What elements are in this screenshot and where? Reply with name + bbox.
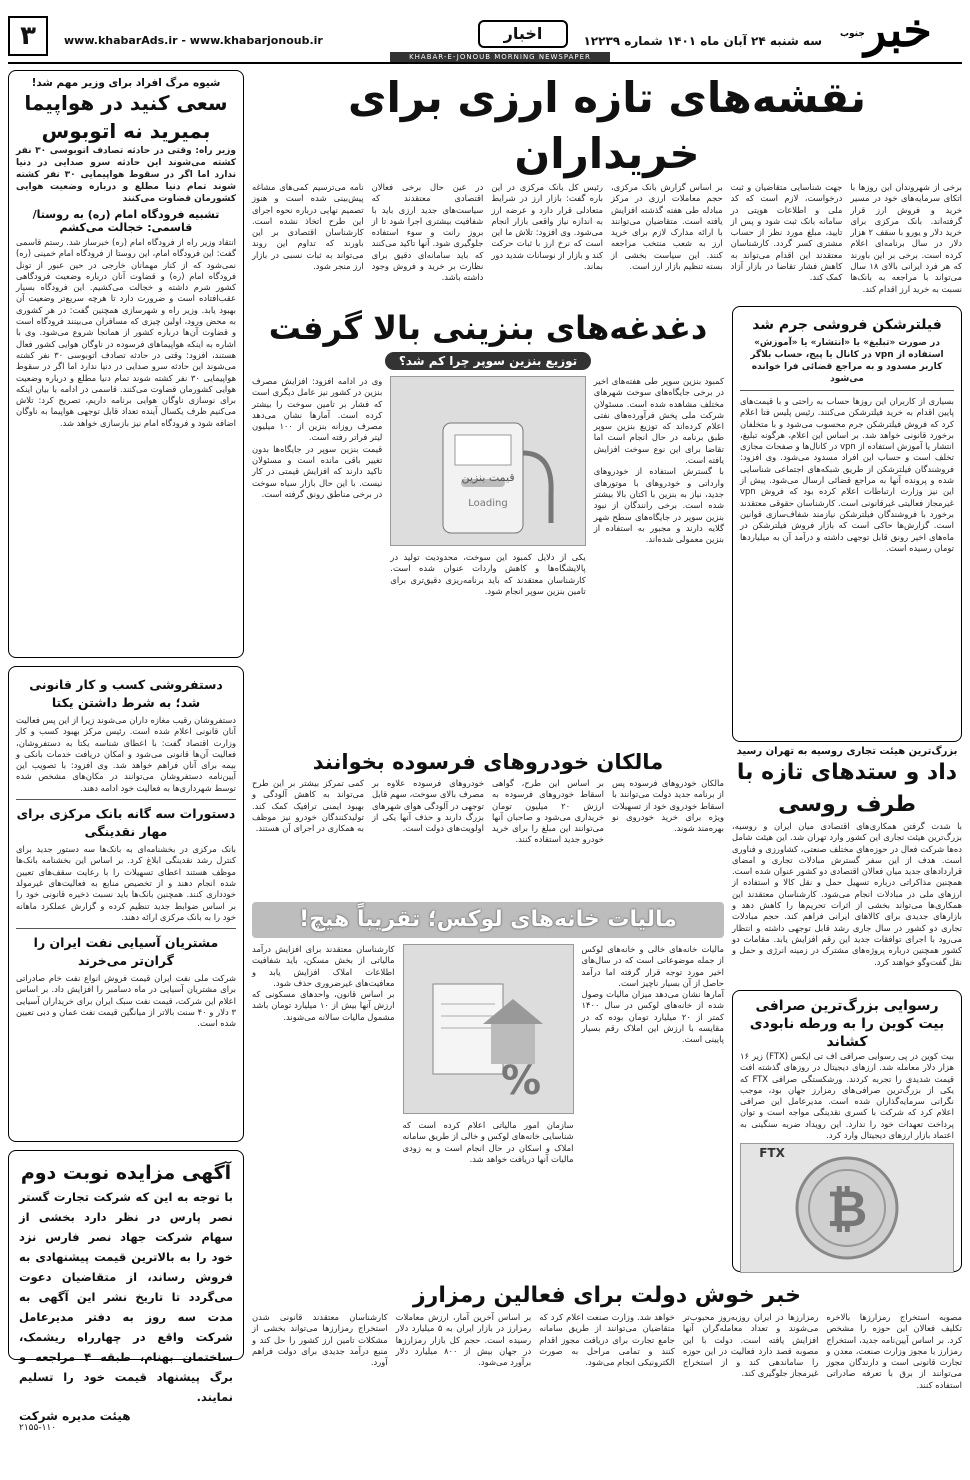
- story-fuel: [252, 306, 724, 742]
- russia-headline: داد و ستدهای تازه با طرف روسی: [736, 760, 958, 817]
- filter-headline: فیلترشکن فروشی جرم شد: [752, 317, 942, 333]
- bitcoin-image-label: FTX: [759, 1146, 785, 1160]
- lead-column: رئیس کل بانک مرکزی در این باره گفت: بازار ارز در شرایط متعادلی قرار دارد و عرضه ارز به اندازه نیاز واقعی بازار انجام می‌شود. وی افزود: تلاش ما این است که نرخ ارز با ثبات حرکت کند و بازار از نوسانات شدید دور بماند.: [491, 182, 603, 272]
- lead-column: در عین حال برخی فعالان اقتصادی معتقدند که سیاست‌های جدید ارزی باید با شفافیت بیشتری اجرا شود تا از بروز رانت و سوء استفاده جلوگیری شود. آنها تاکید می‌کنند که باید سامانه‌ای دقیق برای نظارت بر خرید و فروش وجود داشته باشد.: [371, 182, 484, 283]
- middle-section: [252, 746, 962, 1274]
- cars-column: خودروهای فرسوده علاوه بر مصرف بالای سوخت، سهم قابل توجهی در آلودگی هوای شهرهای بزرگ دارند و حذف آنها یکی از اولویت‌های دولت است.: [372, 778, 484, 834]
- issue-dateline: سه شنبه ۲۴ آبان ماه ۱۴۰۱ شماره ۱۲۲۳۹: [583, 34, 822, 48]
- ad-headline: آگهی مزایده نوبت دوم: [20, 1162, 232, 1184]
- tax-paragraph: کارشناسان معتقدند برای افزایش درآمد مالیاتی از بخش مسکن، باید شفافیت اطلاعات املاک افزایش یابد و معافیت‌های غیرضروری حذف شود.: [252, 944, 395, 988]
- house-percent-icon: [413, 954, 563, 1104]
- filter-body: بسیاری از کاربران این روزها حساب به راحتی و با قیمت‌های پایین اقدام به خرید فیلترشکن می‌کنند. رئیس پلیس فتا اعلام کرد که فروش فیلترشکن جرم محسوب می‌شود و با متخلفان برخورد قانونی خواهد شد. بر اساس این اعلام، هرگونه تبلیغ، انتشار یا آموزش استفاده از vpn در کانال‌ها و صفحات مجازی تخلف است و حساب این افراد مسدود می‌شود. وی افزود: فروشندگان فیلترشکن از طریق شبکه‌های اجتماعی شناسایی شده و پرونده آنها به مراجع قضائی ارسال می‌شود. پیش از این نیز وزارت ارتباطات اعلام کرده بود که فروش vpn غیرمجاز فعالیتی غیرقانونی است. کارشناسان حقوقی معتقدند برخورد با فروشندگان فیلترشکن نیازمند شفاف‌سازی قوانین است. گزارش‌ها حاکی است که بازار فروش فیلترشکن در ماه‌های اخیر رونق قابل توجهی داشته و درآمد آن به میلیاردها تومان رسیده است.: [740, 396, 954, 553]
- website-links[interactable]: www.khabarAds.ir - www.khabarjonoub.ir: [64, 34, 323, 47]
- lead-column: برخی از شهروندان این روزها با اتکای سرمایه‌های خود در مسیر خرید و فروش ارز قرار گرفته‌اند. بانک مرکزی برای خرید دلار و یورو با سقف ۲ هزار دلار در سال برنامه‌ای اعلام کرده است. برخی بر این باورند که هر فرد ایرانی بالای ۱۸ سال می‌تواند با مراجعه به بانک‌ها نسبت به خرید ارز اقدام کند.: [850, 182, 962, 294]
- tax-headline: مالیات خانه‌های لوکس؛ تقریباً هیچ!: [252, 902, 724, 938]
- fuel-paragraph: وی در ادامه افزود: افزایش مصرف بنزین در کشور نیز عامل دیگری است که فشار بر تامین سوخت را بیشتر کرده است. آمارها نشان می‌دهد مصرف روزانه بنزین از ۱۰۰ میلیون لیتر فراتر رفته است.: [252, 376, 383, 443]
- tax-illustration: [403, 944, 574, 1114]
- story-lead: وزیر راه: وقتی در حادثه تصادف اتوبوسی ۳۰ نفر کشته می‌شوند این حادثه سرو صدایی در دنیا ندارد اما اگر در سقوط هواپیمایی ۳۰ نفر کشته شوند تمام دنیا مطلع و درباره وضعیت هوایی کشورمان قضاوت می‌کنند: [16, 146, 236, 204]
- fuel-image-caption: قیمت بنزین: [461, 471, 515, 484]
- fuel-tagline: توزیع بنزین سوپر چرا کم شد؟: [385, 352, 591, 370]
- cars-headline: مالکان خودروهای فرسوده بخوانند: [312, 750, 664, 774]
- story-old-cars: [252, 746, 724, 896]
- divider: [16, 928, 236, 929]
- svg-text:%: %: [500, 1058, 542, 1104]
- crypto-column: مصوبه استخراج رمزارزها بالاخره تکلیف فعالان این حوزه را مشخص کرد. بر اساس آیین‌نامه جدید، استخراج رمزارز با مجوز وزارت صنعت، معدن و تجارت قانونی است و دارندگان مجوز می‌توانند از برق با تعرفه صادراتی استفاده کنند.: [826, 1312, 962, 1390]
- fuel-image-label: Loading: [468, 498, 508, 509]
- fuel-headline: دغدغه‌های بنزینی بالا گرفت: [268, 309, 708, 347]
- story-subhead: تشبیه فرودگاه امام (ره) به روستا/ قاسمی: خجالت می‌کشم: [32, 208, 220, 234]
- oil-headline: مشتریان آسیایی نفت ایران را گران‌تر می‌خرند: [33, 935, 219, 969]
- newspaper-logo: [834, 4, 962, 56]
- tax-column: [252, 944, 395, 1270]
- page-number: ۳: [8, 16, 48, 56]
- central-bank-headline: دستورات سه گانه بانک مرکزی برای مهار نقدینگی: [16, 806, 236, 840]
- filter-subhead: در صورت «تبلیغ» یا «انتشار» یا «آموزش» استفاده از vpn در کانال یا پیج، حساب بلاگر کاربر مسدود و به مراجع قضائی فرا خوانده می‌شود: [750, 338, 944, 384]
- street-vendors-headline: دستفروشی کسب و کار قانونی شد؛ به شرط داشتن یکتا: [29, 677, 223, 710]
- crypto-column: رمزارزها در ایران روزبه‌روز محبوب‌تر می‌شوند و تعداد معامله‌گران آنها افزایش یافته است. دولت با این مصوبه قصد دارد فعالیت در این حوزه را ساماندهی کند و از استخراج غیرمجاز جلوگیری کند.: [682, 1312, 819, 1379]
- divider: [740, 390, 954, 391]
- central-bank-body: بانک مرکزی در بخشنامه‌ای به بانک‌ها سه دستور جدید برای کنترل رشد نقدینگی ابلاغ کرد. بر اساس این بخشنامه بانک‌ها موظف هستند اعطای تسهیلات را با رعایت سقف‌های تعیین شده انجام دهند و از تخصیص منابع به فعالیت‌های غیرمولد خودداری کنند. همچنین بانک‌ها باید نسبت ذخیره قانونی خود را بر اساس ضوابط جدید تنظیم کرده و گزارش عملکرد ماهانه خود را به بانک مرکزی ارائه دهند.: [16, 844, 236, 922]
- story-kicker: شیوه مرگ افراد برای وزیر مهم شد!: [31, 77, 221, 89]
- masthead-divider: [8, 62, 962, 64]
- fuel-paragraph: قیمت بنزین سوپر در جایگاه‌ها بدون تغییر باقی مانده است و مسئولان تاکید دارند که افزایش قیمتی در کار نیست. با این حال بازار سیاه سوخت در برخی مناطق رونق گرفته است.: [252, 443, 383, 499]
- russia-kicker: بزرگ‌ترین هیئت تجاری روسیه به تهران رسید: [736, 746, 958, 757]
- svg-text:₿: ₿: [826, 1180, 868, 1238]
- tax-paragraph: آمارها نشان می‌دهد میزان مالیات وصول شده از خانه‌های لوکس در سال ۱۴۰۰ کمتر از ۲۰ میلیارد تومان بوده که در مقایسه با ارزش این املاک رقم بسیار پایینی است.: [581, 989, 724, 1045]
- crypto-column: خواهد شد. وزارت صنعت اعلام کرد که متقاضیان می‌توانند از طریق سامانه جامع تجارت برای دریافت مجوز اقدام کنند و تمامی مراحل به صورت الکترونیکی انجام می‌شود.: [539, 1312, 675, 1368]
- lead-headline: نقشه‌های تازه ارزی برای خریداران: [347, 73, 866, 178]
- lead-column: بر اساس گزارش بانک مرکزی، حجم معاملات ارزی در مرکز مبادله طی هفته گذشته افزایش یافته است. متقاضیان می‌توانند با ارائه مدارک لازم برای خرید ارز به شعب منتخب مراجعه کنند. این سیاست بخشی از بسته تنظیم بازار ارز است.: [610, 182, 723, 272]
- bitcoin-coin-icon: [782, 1148, 912, 1268]
- cars-column: مالکان خودروهای فرسوده پس از برنامه جدید دولت می‌توانند با اسقاط خودروی خود از تسهیلات ویژه برای خرید خودروی نو بهره‌مند شوند.: [612, 778, 724, 834]
- logo-text: خبر: [864, 3, 932, 57]
- fuel-column: یکی از دلایل کمبود این سوخت، محدودیت تولید در پالایشگاه‌ها و کاهش واردات عنوان شده است. کارشناسان معتقدند که باید برنامه‌ریزی دقیق‌تری برای تامین بنزین سوپر انجام شود.: [390, 552, 586, 596]
- tax-column: [582, 944, 725, 1270]
- story-body: انتقاد وزیر راه از فرودگاه امام (ره) خبرساز شد. رستم قاسمی گفت: این فرودگاه امام، این روستا از فرودگاه امام خمینی (ره) نمی‌شود که از کنار مهمانان خارجی در حین عبور از تونل فرودگاه امام (ره) و قضاوت آنان درباره وضعیت فرودگاهی کشور شرم داشته و خجالت می‌کشیم. این فرودگاه بسیار عقب‌افتاده است و ضرورت دارد تا هرچه سریع‌تر وضعیت آن بهبود یابد. وزیر راه و شهرسازی همچنین گفت: در هر کشوری به محض ورود، اولین چیزی که مسافران می‌بینند فرودگاه است و قضاوت آن‌ها درباره کشور از همانجا شروع می‌شود. وی با اشاره به اینکه هواپیماهای فرسوده در ناوگان هوایی کشور فعال هستند، افزود: وقتی در حادثه تصادف اتوبوسی ۳۰ نفر کشته می‌شوند این حادثه سرو صدایی در دنیا ندارد اما اگر در سقوط هواپیمایی ۳۰ نفر کشته شوند تمام دنیا مطلع و درباره وضعیت هوایی کشورمان قضاوت می‌کنند. قاسمی در ادامه با بیان اینکه برای نوسازی ناوگان هوایی برنامه داریم، تصریح کرد: تلاش می‌کنیم ظرف یکسال آینده تعداد قابل توجهی هواپیما به ناوگان اضافه شود و فرودگاه امام نیز بازسازی خواهد شد.: [16, 237, 236, 428]
- story-vpn-filter: [732, 306, 962, 742]
- fuel-pump-image: [390, 376, 585, 546]
- story-minister-airport: [8, 70, 244, 658]
- lead-column: نامه می‌ترسیم کمی‌های مشاغه پیش‌بینی شده است و هنوز تصمیم نهایی درباره نحوه اجرای این طرح اتخاذ نشده است. کارشناسان اقتصادی بر این باورند که تداوم این روند می‌تواند به ثبات نسبی در بازار ارز منجر شود.: [251, 182, 364, 272]
- bitcoin-image: [740, 1143, 954, 1273]
- crypto-column: کارشناسان معتقدند قانونی شدن استخراج رمزارزها می‌تواند بخشی از مشکلات تامین ارز کشور را حل کند و منبع درآمد جدیدی برای دولت فراهم آورد.: [252, 1312, 388, 1368]
- ad-body: با توجه به این که شرکت تجارت گستر نصر پارس در نظر دارد بخشی از سهام شرکت جهاد نصر فارس نزد خود را به بالاترین قیمت پیشنهادی به فروش رساند، از متقاضیان دعوت می‌گردد تا تاریخ نشر این آگهی به مدت سه روز به دفتر مدیرعامل شرکت واقع در چهارراه ریشمک، ساختمان بهنام، طبقه ۴ مراجعه و برگ پیشنهاد قیمت خود را تسلیم نمایند.: [19, 1190, 233, 1404]
- crypto-column: بر اساس آخرین آمار، ارزش معاملات رمزارز در بازار ایران به ۵ میلیارد دلار رسیده است. حجم کل بازار رمزارزها در جهان بیش از ۸۰۰ میلیارد دلار برآورد می‌شود.: [395, 1312, 532, 1368]
- ad-code: ۲۱۵۵-۱۱۰: [19, 1423, 57, 1433]
- cars-column: بر اساس این طرح، گواهی اسقاط خودروهای فرسوده به ارزش ۲۰ میلیون تومان خریداری می‌شود و صاحبان آنها می‌توانند این مبلغ را برای خرید خودرو جدید استفاده کنند.: [492, 778, 604, 845]
- fuel-paragraph: با گسترش استفاده از خودروهای وارداتی و خودروهای با موتورهای جدید، نیاز به بنزین با اکتان بالا بیشتر شده است. برخی رانندگان از نبود بنزین سوپر در جایگاه‌های سطح شهر گلایه دارند و مجبور به استفاده از بنزین معمولی شده‌اند.: [593, 466, 724, 545]
- cars-column: کمی تمرکز بیشتر بر این طرح می‌تواند به کاهش آلودگی و بهبود ایمنی ترافیک کمک کند. تولیدکنندگان خودرو نیز موظف به همکاری در اجرای آن هستند.: [252, 778, 364, 834]
- story-crypto: [252, 1280, 962, 1480]
- bitcoin-body: بیت کوین در پی رسوایی صرافی اف تی ایکس (FTX) زیر ۱۶ هزار دلار معامله شد. ارزهای دیجیتال در روزهای گذشته افت قیمت شدیدی را تجربه کردند. ورشکستگی صرافی FTX که یکی از بزرگ‌ترین صرافی‌های رمزارز جهان بود، موجب نگرانی سرمایه‌گذاران شده است. مدیرعامل این صرافی اعلام کرد که شرکت با کسری نقدینگی مواجه است و توان پرداخت تعهدات خود را ندارد. این رویداد ضربه سنگینی به اعتماد بازار ارزهای دیجیتال وارد کرد.: [740, 1051, 954, 1141]
- street-vendors-body: دستفروشان رقیب مغازه داران می‌شوند زیرا از این پس فعالیت آنان قانونی اعلام شده است. رئیس مرکز بهبود کسب و کار وزارت اقتصاد گفت: با اعطای شناسه یکتا به دستفروشان، فعالیت آن‌ها قانونی می‌شود و امکان دریافت خدمات بانکی و بیمه برای آنان فراهم خواهد شد. وی افزود: با تصویب این آیین‌نامه دستفروشان می‌توانند در مکان‌های مشخص شده توسط شهرداری‌ها به فعالیت خود ادامه دهند.: [16, 715, 236, 793]
- tax-paragraph: بر اساس قانون، واحدهای مسکونی که ارزش آنها بیش از ۱۰ میلیارد تومان باشد مشمول مالیات سالانه می‌شوند.: [252, 989, 395, 1022]
- ad-signature: هیئت مدیره شرکت: [19, 1409, 131, 1423]
- story-headline: سعی کنید در هواپیما بمیرید نه اتوبوس: [24, 91, 228, 143]
- left-sidebar: [8, 70, 244, 1433]
- story-bitcoin: [732, 990, 962, 1272]
- russia-body: با شدت گرفتن همکاری‌های اقتصادی میان ایران و روسیه، بزرگ‌ترین هیئت تجاری این کشور وارد تهران شد. این هیئت شامل ده‌ها شرکت فعال در حوزه‌های مختلف صنعتی، کشاورزی و فناوری است. هدف از این سفر گسترش مبادلات تجاری و امضای قراردادهای جدید میان فعالان اقتصادی دو کشور عنوان شده است. همچنین مذاکراتی درباره تسهیل حمل و نقل کالا و استفاده از ارزهای ملی در مبادلات انجام می‌شود. کارشناسان معتقدند این همکاری‌ها می‌تواند بخشی از اثرات تحریم‌ها را کاهش دهد و بازارهای جدیدی برای کالاهای ایرانی فراهم کند. حجم مبادلات تجاری دو کشور در سال جاری رشد قابل توجهی داشته و انتظار می‌رود با اجرای توافقات جدید این رقم افزایش یابد. مقامات دو کشور همچنین درباره پروژه‌های مشترک در زمینه انرژی و حمل و نقل گفت‌وگو خواهند کرد.: [732, 821, 962, 967]
- oil-body: شرکت ملی نفت ایران قیمت فروش انواع نفت خام صادراتی برای مشتریان آسیایی در ماه دسامبر را افزایش داد. بر اساس اعلام این شرکت، قیمت نفت سبک ایران برای خریداران آسیایی ۳ دلار و ۴۰ سنت بالاتر از میانگین قیمت نفت عمان و دبی تعیین شده است.: [16, 973, 236, 1029]
- fuel-column: [594, 376, 724, 722]
- divider: [16, 799, 236, 800]
- crypto-headline: خبر خوش دولت برای فعالین رمزارز: [413, 1283, 801, 1308]
- sidebar-news-box: [8, 666, 244, 1142]
- paper-english-name: KHABAR-E-JONOUB MORNING NEWSPAPER: [390, 52, 610, 62]
- section-title: اخبار: [478, 20, 568, 48]
- tax-column: سازمان امور مالیاتی اعلام کرده است که شناسایی خانه‌های لوکس و خالی از طریق سامانه املاک و اسکان در حال انجام است و به زودی مالیات آنها دریافت خواهد شد.: [402, 1120, 574, 1164]
- main-content: [252, 70, 962, 1480]
- fuel-paragraph: کمبود بنزین سوپر طی هفته‌های اخیر در برخی جایگاه‌های سوخت شهرهای مختلف مشاهده شده است. مسئولان شرکت ملی پخش فرآورده‌های نفتی اعلام کرده‌اند که توزیع بنزین سوپر طبق برنامه در حال انجام است اما تقاضا برای این نوع سوخت افزایش یافته است.: [593, 376, 724, 466]
- logo-subtext: جنوب: [840, 29, 865, 39]
- story-russia: [732, 746, 962, 982]
- bitcoin-headline: بیت کوین را به ورطه نابودی کشاند: [749, 1016, 945, 1050]
- tax-paragraph: مالیات خانه‌های خالی و خانه‌های لوکس از جمله موضوعاتی است که در سال‌های اخیر مورد توجه قرار گرفته اما درآمد حاصل از آن بسیار ناچیز است.: [581, 944, 724, 988]
- fuel-filter-row: [252, 306, 962, 746]
- fuel-column: [252, 376, 382, 722]
- lead-column: جهت شناسایی متقاضیان و ثبت درخواست، لازم است که کد ملی و اطلاعات هویتی در سامانه بانک ثبت شود و پس از تایید، مبلغ مورد نظر از حساب مشتری کسر گردد. کارشناسان معتقدند این اقدام می‌تواند به کاهش فشار تقاضا در بازار آزاد کمک کند.: [730, 182, 843, 283]
- bitcoin-kicker: رسوایی بزرگ‌ترین صرافی: [755, 998, 939, 1014]
- lead-story-columns: [252, 182, 962, 298]
- auction-ad: [8, 1150, 244, 1433]
- story-luxury-tax: [252, 902, 724, 1272]
